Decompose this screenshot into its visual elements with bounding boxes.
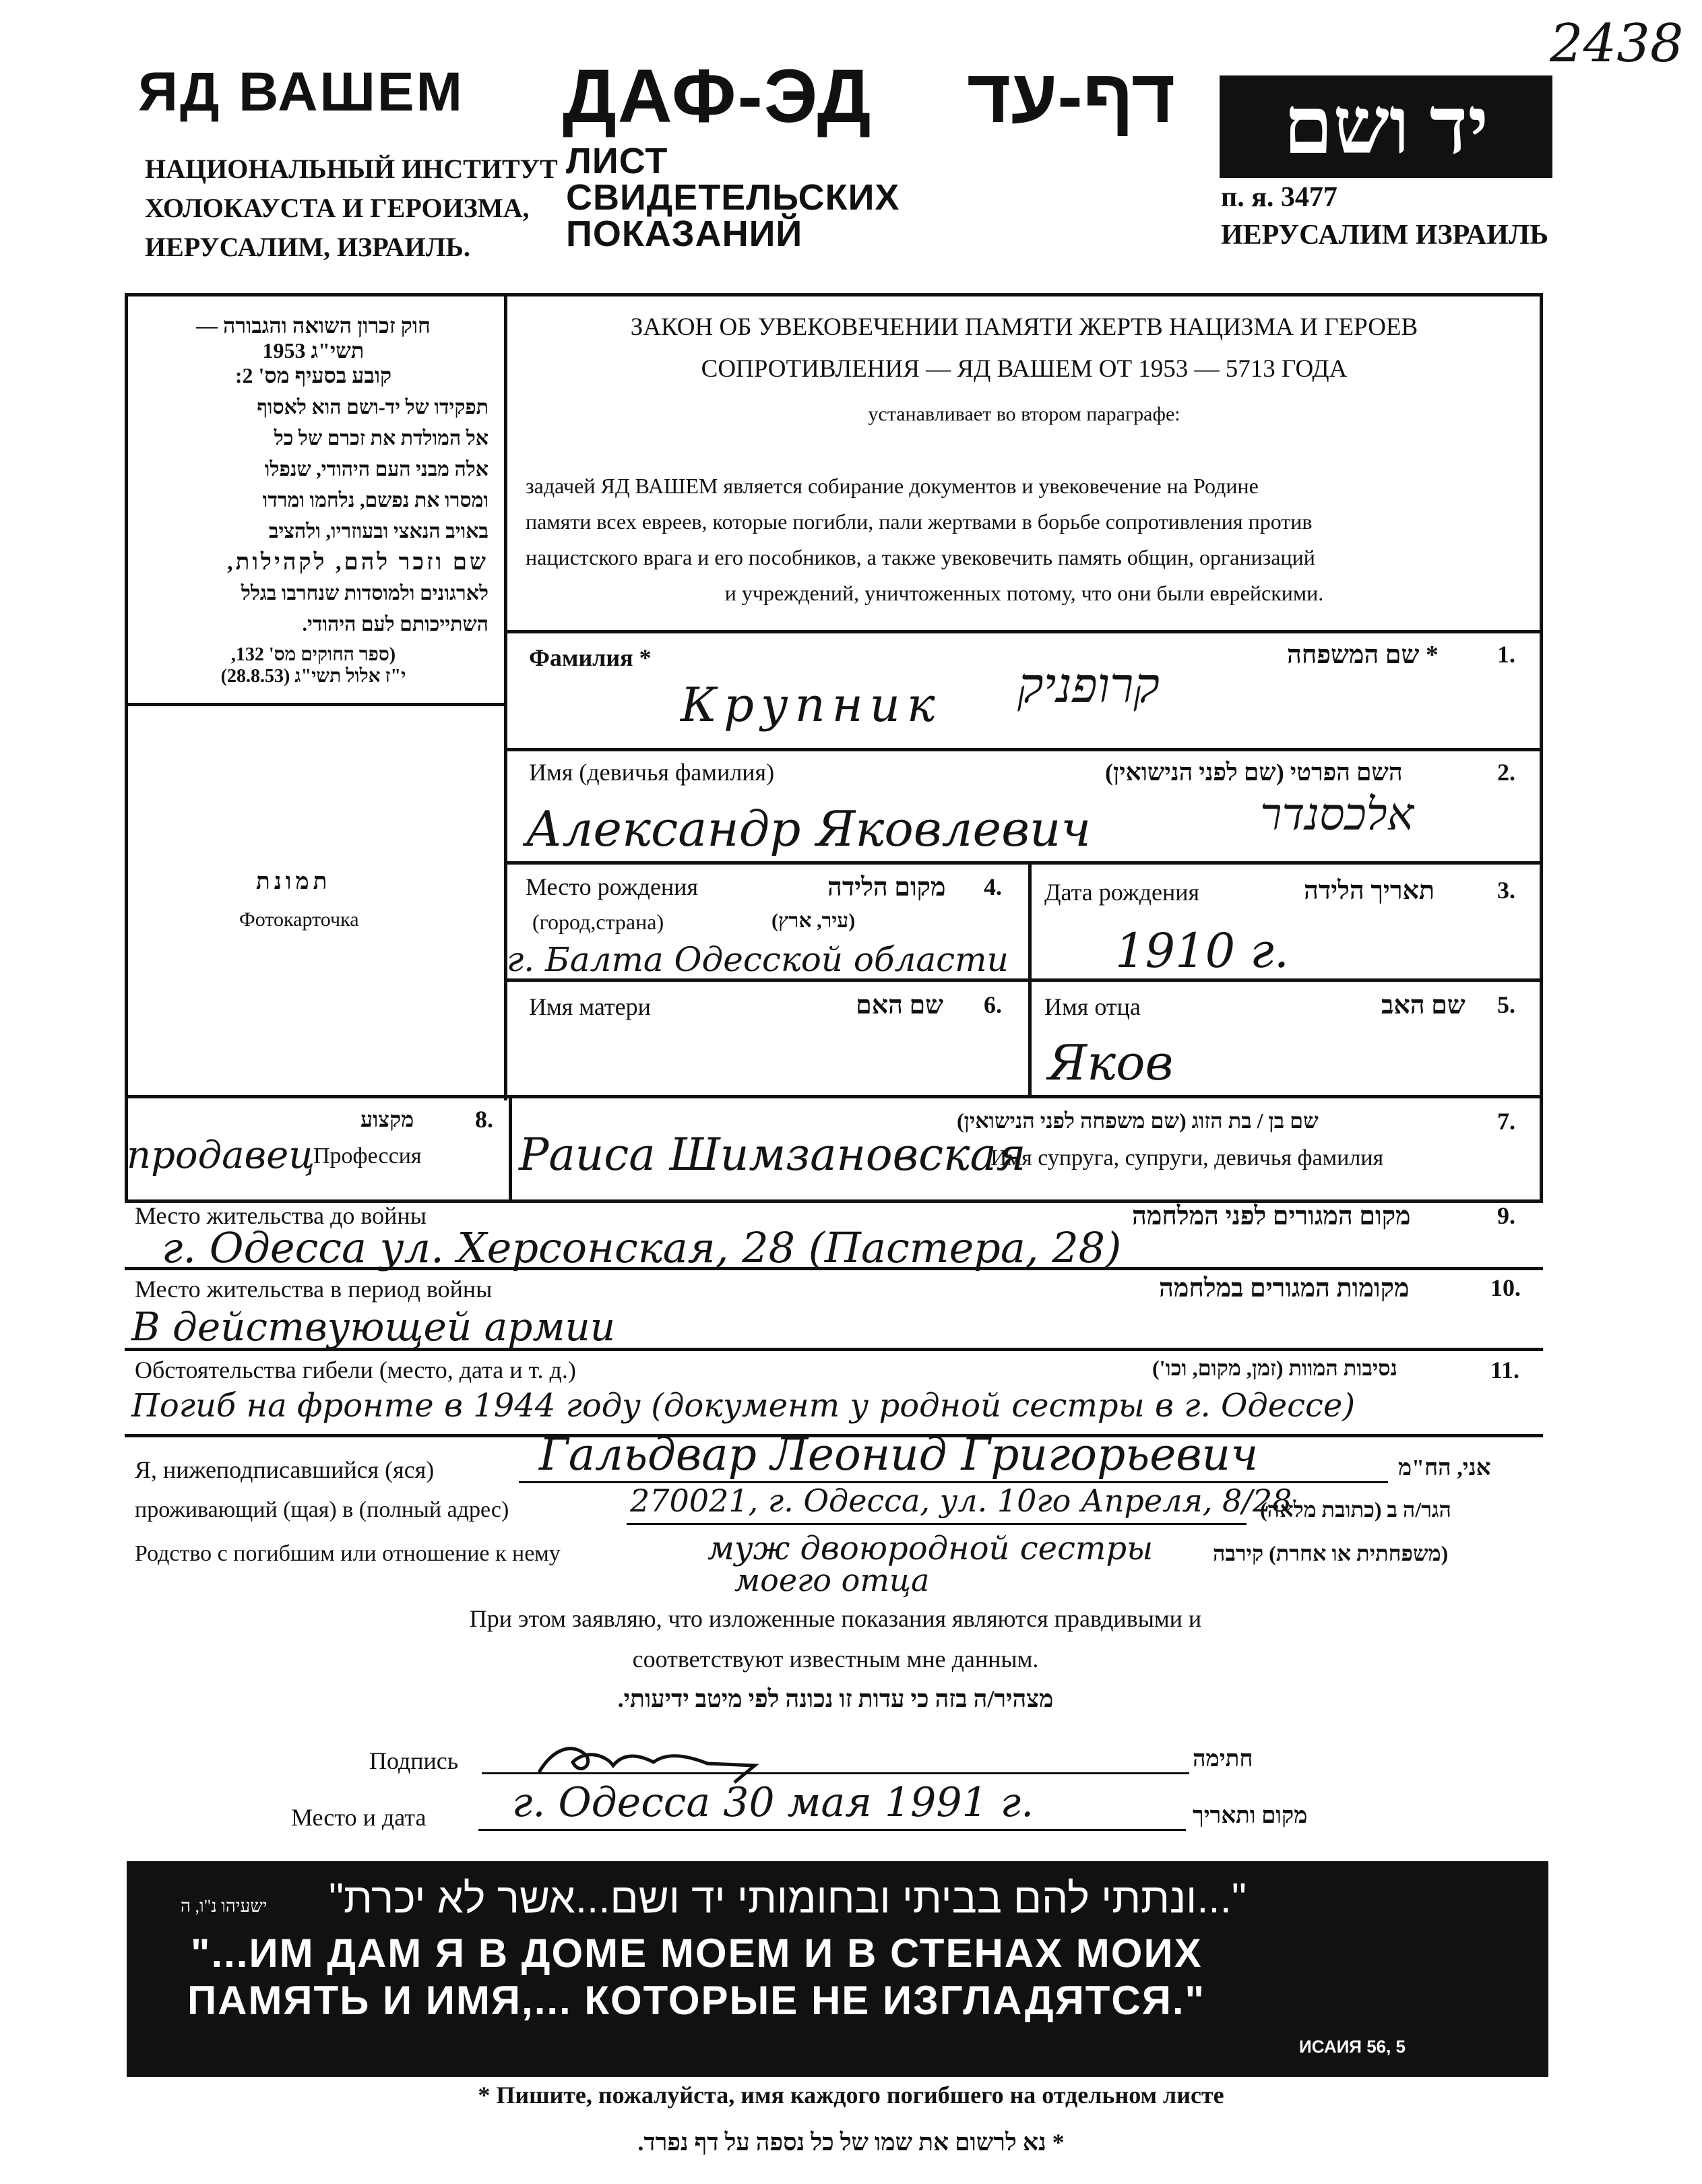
field1-value: Крупник xyxy=(681,677,942,732)
banner-ru-line-2: ПАМЯТЬ И ИМЯ,... КОТОРЫЕ НЕ ИЗГЛАДЯТСЯ." xyxy=(187,1978,1205,2023)
law-he-source-2: י"ז אלול תשי"ג (28.8.53) xyxy=(220,666,406,687)
po-box: п. я. 3477 xyxy=(1221,182,1337,213)
law-he-line: אל המולדת את זכרם של כל xyxy=(274,427,488,449)
field2-label-ru: Имя (девичья фамилия) xyxy=(529,759,775,786)
field10-label-ru: Место жительства в период войны xyxy=(135,1276,493,1303)
field4-label-ru2: (город,страна) xyxy=(532,910,664,934)
field2-num: 2. xyxy=(1497,759,1515,786)
law-he-line: תפקידו של יד-ושם הוא לאסוף xyxy=(257,396,488,418)
field5-label-ru: Имя отца xyxy=(1044,993,1141,1020)
field1-value-he: קרופניק xyxy=(1017,657,1160,714)
law-he-line: שם וזכר להם, לקהילות, xyxy=(227,550,488,575)
field1-num: 1. xyxy=(1497,641,1515,668)
law-ru-title-line-2: СОПРОТИВЛЕНИЯ — ЯД ВАШЕМ ОТ 1953 — 5713 ГОДА xyxy=(701,355,1348,383)
statement-line-2: соответствуют известным мне данным. xyxy=(632,1646,1039,1673)
field9-num: 9. xyxy=(1497,1202,1515,1229)
field11-label-ru: Обстоятельства гибели (место, дата и т. д.) xyxy=(135,1356,576,1383)
field2-label-he: השם הפרטי (שם לפני הנישואין) xyxy=(1105,759,1403,786)
place-date-label-he: מקום ותאריך xyxy=(1193,1803,1308,1828)
address-label-ru: проживающий (щая) в (полный адрес) xyxy=(135,1497,509,1522)
field5-value: Яков xyxy=(1048,1034,1174,1091)
field5-num: 5. xyxy=(1497,991,1515,1018)
institute-line-1: НАЦИОНАЛЬНЫЙ ИНСТИТУТ xyxy=(145,154,558,184)
declarant-label-ru: Я, нижеподписавшийся (яся) xyxy=(135,1456,435,1483)
banner-he-ref: ישעיהו נ"ו, ה xyxy=(181,1896,267,1916)
law-he-title-1: חוק זכרון השואה והגבורה — xyxy=(196,313,431,338)
field6-label-ru: Имя матери xyxy=(529,993,651,1020)
address-label-he: הגר/ה ב (כתובת מלאה) xyxy=(1260,1497,1451,1522)
footer-note-he: * נא לרשום את שמו של כל נספה על דף נפרד. xyxy=(637,2129,1065,2156)
field7-num: 7. xyxy=(1497,1108,1515,1135)
law-he-source-1: (ספר החוקים מס' 132, xyxy=(230,644,396,665)
statement-line-1: При этом заявляю, что изложенные показания являются правдивыми и xyxy=(469,1605,1202,1632)
field10-value: В действующей армии xyxy=(131,1304,616,1350)
law-he-line: באויב הנאצי ובעוזריו, ולהציב xyxy=(268,520,488,542)
law-ru-title xyxy=(512,307,1536,390)
field8-value: продавец xyxy=(127,1133,315,1177)
field11-value: Погиб на фронте в 1944 году (документ у родной сестры в г. Одессе) xyxy=(131,1387,1356,1425)
isaiah-banner xyxy=(127,1861,1548,2077)
law-ru-line-1: задачей ЯД ВАШЕМ является собирание документов и увековечение на Родине xyxy=(526,474,1259,498)
address-underline xyxy=(627,1523,1247,1525)
institute-line-3: ИЕРУСАЛИМ, ИЗРАИЛЬ. xyxy=(145,232,470,262)
statement-ru xyxy=(135,1598,1536,1679)
declarant-label-he: אני, הח"מ xyxy=(1398,1456,1491,1480)
field8-label-ru: Профессия xyxy=(313,1144,422,1168)
law-he-block xyxy=(138,313,488,687)
field6-num: 6. xyxy=(984,991,1002,1018)
sheet-line-2: СВИДЕТЕЛЬСКИХ xyxy=(566,177,900,218)
law-he-line: השתייכותם לעם היהודי. xyxy=(302,613,488,635)
field6-label-he: שם האם xyxy=(856,991,944,1020)
field7-label-he: שם בן / בת הזוג (שם משפחה לפני הנישואין) xyxy=(957,1109,1319,1133)
law-ru-line-4: и учреждений, уничтоженных потому, что они были еврейскими. xyxy=(724,581,1324,605)
yad-vashem-title-ru: ЯД ВАШЕМ xyxy=(138,61,464,123)
jerusalem-israel: ИЕРУСАЛИМ ИЗРАИЛЬ xyxy=(1221,220,1548,251)
daf-ed-title-he: דף-עד xyxy=(967,54,1176,138)
field4-label-ru: Место рождения xyxy=(526,873,699,900)
law-ru-line-3: нацистского врага и его пособников, а также увековечить память общин, организаций xyxy=(526,545,1315,569)
law-he-line: אלה מבני העם היהודי, שנפלו xyxy=(264,458,488,480)
relation-value-1: муж двоюродной сестры xyxy=(707,1530,1154,1567)
field9-label-he: מקום המגורים לפני המלחמה xyxy=(1132,1202,1411,1230)
field2-value-he: אלכסנדר xyxy=(1260,788,1414,840)
field7-label-ru: Имя супруга, супруги, девичья фамилия xyxy=(990,1146,1384,1171)
banner-he-quote: "...ונתתי להם בביתי ובחומותי יד ושם...אשר לא יכרת" xyxy=(329,1875,1247,1922)
field1-label-he: * שם המשפחה xyxy=(1287,641,1439,669)
testimony-sheet-lines xyxy=(566,143,900,252)
photo-label-he: תמונת xyxy=(256,869,332,894)
law-he-title-3: קובע בסעיף מס' 2: xyxy=(234,363,392,387)
field11-label-he: נסיבות המוות (זמן, מקום, וכו') xyxy=(1152,1356,1397,1380)
field3-value: 1910 г. xyxy=(1115,923,1290,978)
field7-value: Раиса Шимзановская xyxy=(519,1129,1026,1181)
field8-num: 8. xyxy=(475,1106,493,1133)
daf-ed-title-ru: ДАФ-ЭД xyxy=(563,54,873,138)
declarant-value: Гальдвар Леонид Григорьевич xyxy=(539,1429,1259,1480)
field2-value: Александр Яковлевич xyxy=(526,801,1092,857)
place-date-label-ru: Место и дата xyxy=(291,1804,427,1831)
banner-ru-line-1: "...ИМ ДАМ Я В ДОМЕ МОЕМ И В СТЕНАХ МОИХ xyxy=(191,1931,1203,1976)
place-date-line xyxy=(478,1829,1186,1831)
institute-lines xyxy=(145,150,558,267)
page-number: 2438 xyxy=(1550,13,1684,74)
law-ru-title-line-1: ЗАКОН ОБ УВЕКОВЕЧЕНИИ ПАМЯТИ ЖЕРТВ НАЦИЗМА И ГЕРОЕВ xyxy=(630,313,1418,341)
field10-num: 10. xyxy=(1490,1274,1521,1301)
photo-label-ru: Фотокарточка xyxy=(239,908,359,931)
sheet-line-3: ПОКАЗАНИЙ xyxy=(566,214,803,254)
field4-num: 4. xyxy=(984,873,1002,900)
law-ru-line-2: памяти всех евреев, которые погибли, пали жертвами в борьбе сопротивления против xyxy=(526,509,1313,534)
field3-num: 3. xyxy=(1497,877,1515,904)
po-box-lines xyxy=(1221,179,1548,254)
field4-value: г. Балта Одесской области xyxy=(507,940,1009,979)
field4-label-he2: (עיר, ארץ) xyxy=(771,910,856,932)
law-he-title-2: תשי"ג 1953 xyxy=(262,338,365,363)
yad-vashem-logo: יד ושם xyxy=(1220,75,1552,178)
signature-label-he: חתימה xyxy=(1193,1747,1253,1772)
relation-label-he: (משפחתית או אחרת) קירבה xyxy=(1213,1541,1449,1565)
field9-label-ru: Место жительства до войны xyxy=(135,1202,427,1229)
field5-label-he: שם האב xyxy=(1381,991,1465,1020)
signature-label-ru: Подпись xyxy=(369,1747,459,1774)
institute-line-2: ХОЛОКАУСТА И ГЕРОИЗМА, xyxy=(145,193,530,223)
law-ru-body xyxy=(526,468,1523,611)
field9-value: г. Одесса ул. Херсонская, 28 (Пастера, 28) xyxy=(162,1223,1122,1272)
law-ru-subtitle: устанавливает во втором параграфе: xyxy=(868,403,1180,425)
field1-label-ru: Фамилия * xyxy=(529,644,652,671)
relation-label-ru: Родство с погибшим или отношение к нему xyxy=(135,1541,561,1566)
place-date-value: г. Одесса 30 мая 1991 г. xyxy=(512,1779,1034,1826)
field3-label-ru: Дата рождения xyxy=(1044,879,1200,906)
field4-label-he: מקום הלידה xyxy=(827,873,946,902)
footer-note-ru: * Пишите, пожалуйста, имя каждого погибшего на отдельном листе xyxy=(478,2082,1224,2109)
field8-label-he: מקצוע xyxy=(360,1107,414,1131)
banner-ru-ref: ИСАИЯ 56, 5 xyxy=(1299,2036,1406,2057)
address-value: 270021, г. Одесса, ул. 10го Апреля, 8/28 xyxy=(630,1483,1292,1519)
statement-he: מצהיר/ה בזה כי עדות זו נכונה לפי מיטב ידיעותי. xyxy=(617,1685,1054,1712)
law-he-line: ומסרו את נפשם, נלחמו ומרדו xyxy=(262,489,488,511)
field10-label-he: מקומות המגורים במלחמה xyxy=(1159,1274,1410,1303)
field11-num: 11. xyxy=(1490,1356,1520,1383)
relation-value-2: моего отца xyxy=(734,1562,930,1598)
sheet-line-1: ЛИСТ xyxy=(566,141,668,181)
field3-label-he: תאריך הלידה xyxy=(1304,877,1435,905)
law-he-line: לארגונים ולמוסדות שנחרבו בגלל xyxy=(241,582,488,604)
